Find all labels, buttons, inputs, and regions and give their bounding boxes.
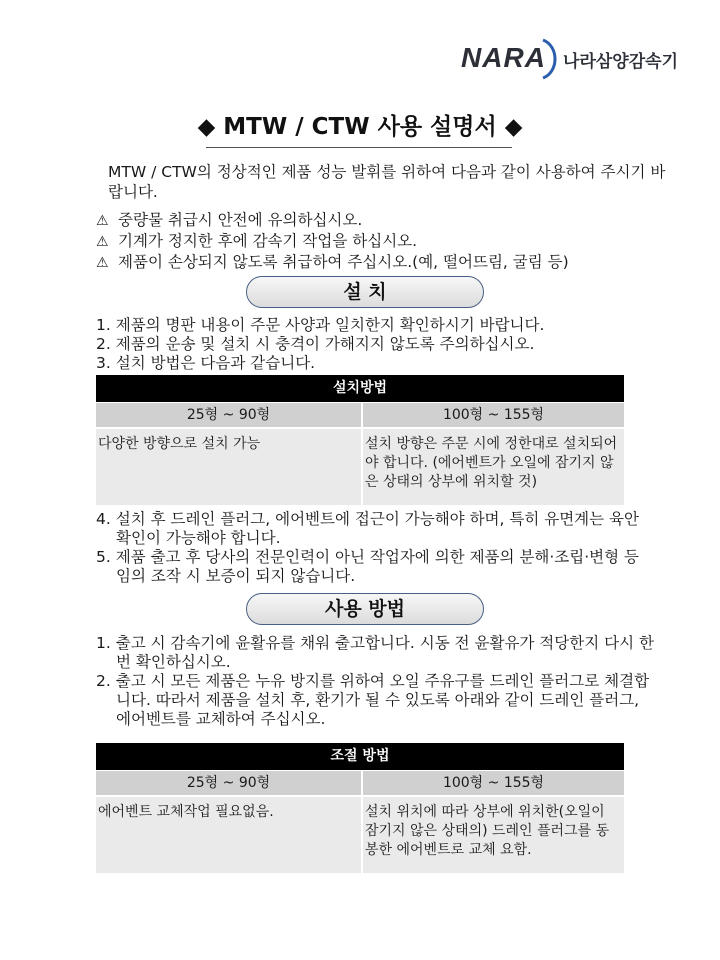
page-title: ◆ MTW / CTW 사용 설명서 ◆ (197, 114, 523, 140)
table-cell-col1: 에어벤트 교체작업 필요없음. (96, 797, 361, 873)
table-header-row (96, 403, 624, 427)
title-underline (206, 147, 512, 148)
table-col1-header: 25형 ~ 90형 (96, 403, 361, 427)
install-heading: 설 치 (246, 276, 484, 308)
table-col2-header: 100형 ~ 155형 (363, 771, 624, 795)
list-item: 2. 제품의 운송 및 설치 시 충격이 가해지지 않도록 주의하십시오. (96, 335, 535, 353)
warning-item: ⚠ 기계가 정지한 후에 감속기 작업을 하십시오. (96, 232, 418, 250)
list-item: 4. 설치 후 드레인 플러그, 에어벤트에 접근이 가능해야 하며, 특히 유면계는 육안 확인이 가능해야 합니다. (96, 510, 640, 547)
logo-company-name: 나라삼양감속기 (563, 51, 678, 72)
warning-item: ⚠ 제품이 손상되지 않도록 취급하여 주십시오.(예, 떨어뜨림, 굴림 등) (96, 253, 569, 271)
list-item: 1. 출고 시 감속기에 윤활유를 채워 출고합니다. 시동 전 윤활유가 적당한지 다시 한 번 확인하십시오. (96, 634, 654, 671)
warning-triangle-icon: ⚠ (96, 255, 109, 271)
table-row (96, 429, 624, 505)
table-row (96, 797, 624, 873)
table-title: 설치방법 (96, 375, 624, 402)
table-title: 조절 방법 (96, 743, 624, 770)
table-header-row (96, 771, 624, 795)
logo-brand-text: NARA (461, 42, 546, 73)
install-table (96, 375, 624, 505)
warning-list (96, 210, 569, 273)
usage-table (96, 743, 624, 873)
company-logo (455, 36, 678, 82)
table-cell-col2: 설치 방향은 주문 시에 정한대로 설치되어야 합니다. (에어벤트가 오일에 잠기지 않은 상태의 상부에 위치할 것) (363, 429, 624, 505)
list-item: 2. 출고 시 모든 제품은 누유 방지를 위하여 오일 주유구를 드레인 플러그로 체결합니다. 따라서 제품을 설치 후, 환기가 될 수 있도록 아래와 같이 드레인 플러그, 에어벤트를 교체하여 주십시오. (96, 672, 650, 728)
table-cell-col1: 다양한 방향으로 설치 가능 (96, 429, 361, 505)
table-cell-col2: 설치 위치에 따라 상부에 위치한(오일이 잠기지 않은 상태의) 드레인 플러그를 동봉한 에어벤트로 교체 요함. (363, 797, 624, 873)
list-item: 5. 제품 출고 후 당사의 전문인력이 아닌 작업자에 의한 제품의 분해·조립·변형 등 임의 조작 시 보증이 되지 않습니다. (96, 548, 640, 585)
list-item: 1. 제품의 명판 내용이 주문 사양과 일치한지 확인하시기 바랍니다. (96, 316, 545, 334)
warning-item: ⚠ 중량물 취급시 안전에 유의하십시오. (96, 211, 363, 229)
warning-triangle-icon: ⚠ (96, 213, 109, 229)
usage-list (96, 634, 656, 729)
table-col1-header: 25형 ~ 90형 (96, 771, 361, 795)
usage-heading: 사용 방법 (246, 593, 484, 625)
warning-triangle-icon: ⚠ (96, 234, 109, 250)
list-item: 3. 설치 방법은 다음과 같습니다. (96, 354, 316, 372)
install-list-after (96, 510, 656, 586)
install-list-before (96, 316, 656, 373)
logo-mark (455, 36, 559, 82)
intro-text: MTW / CTW의 정상적인 제품 성능 발휘를 위하여 다음과 같이 사용하여 주시기 바랍니다. (108, 163, 666, 201)
table-col2-header: 100형 ~ 155형 (363, 403, 624, 427)
